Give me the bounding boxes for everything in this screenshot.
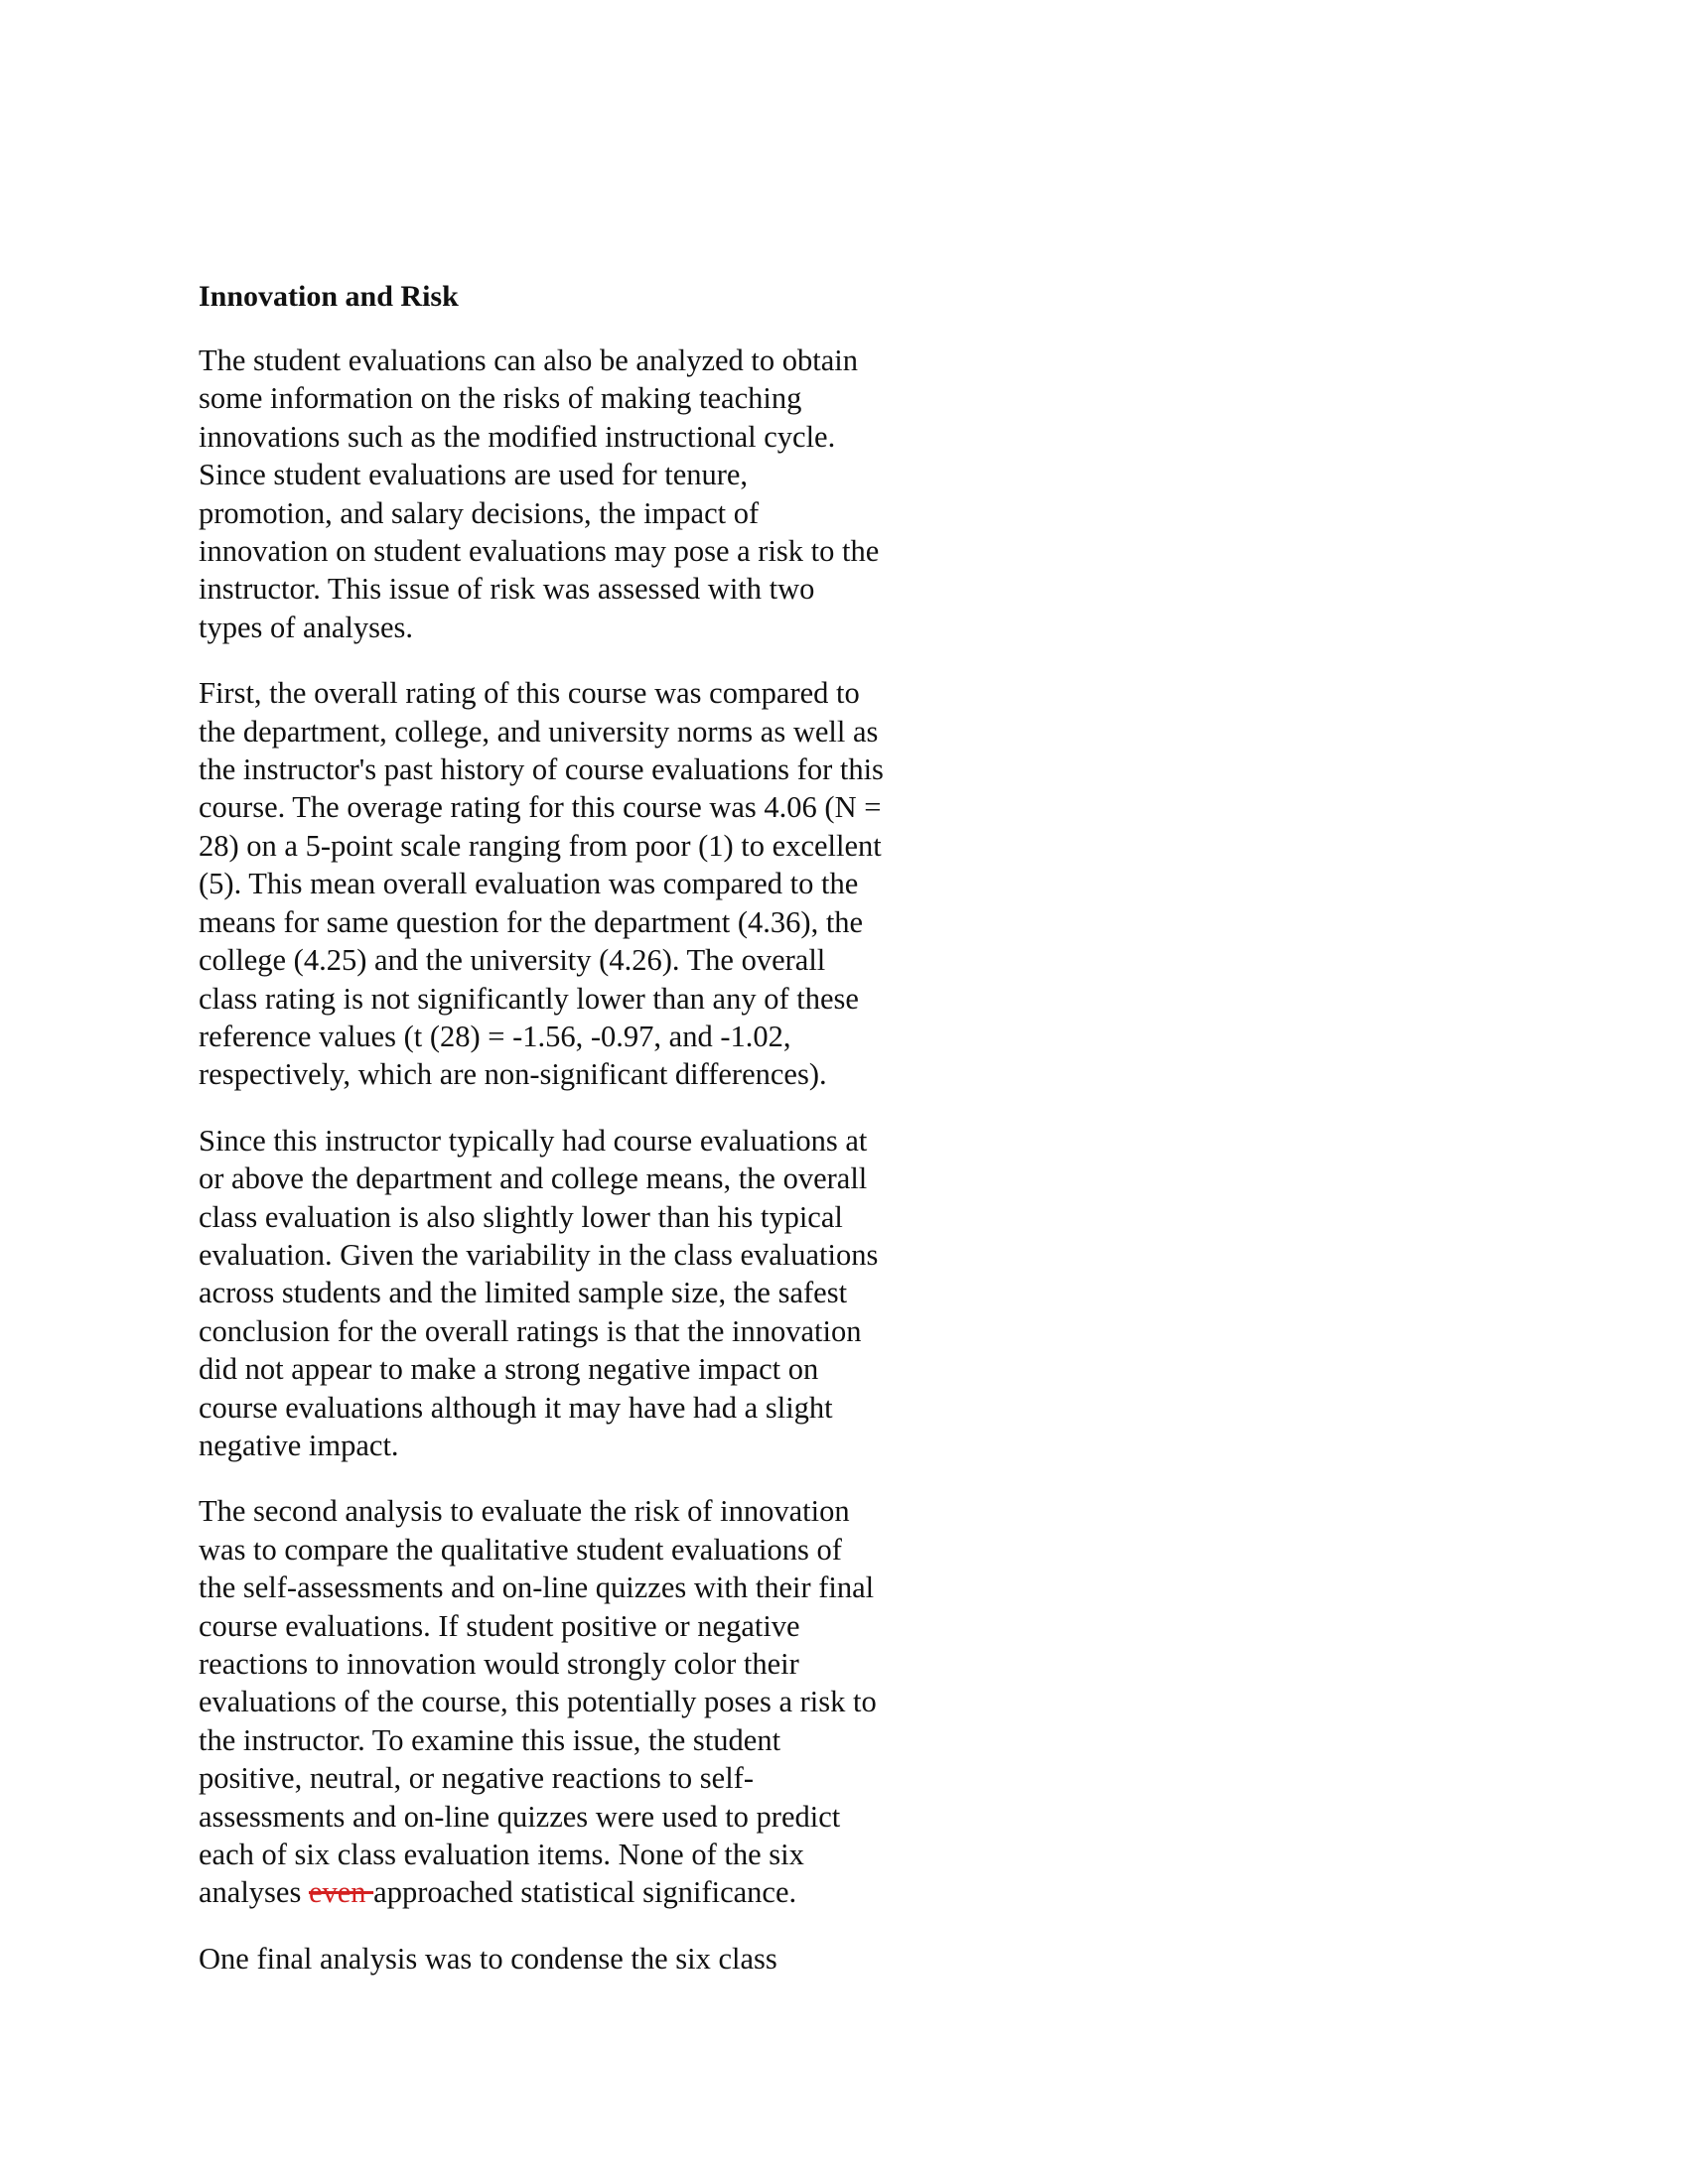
text-line: innovations such as the modified instructional cycle. <box>199 419 836 454</box>
text-line: The student evaluations can also be analyzed to obtain <box>199 343 859 377</box>
text-line: was to compare the qualitative student evaluations of <box>199 1532 842 1567</box>
section-heading: Innovation and Risk <box>199 280 459 313</box>
text-line: respectively, which are non-significant differences). <box>199 1057 827 1092</box>
text-line: across students and the limited sample size, the safest <box>199 1276 848 1310</box>
text-line: The second analysis to evaluate the risk of innovation <box>199 1494 850 1529</box>
text-line: (5). This mean overall evaluation was compared to the <box>199 867 859 901</box>
text-line: evaluations of the course, this potentially poses a risk to <box>199 1685 877 1719</box>
text-line: each of six class evaluation items. None of the six <box>199 1838 804 1872</box>
text-line: course evaluations although it may have had a slight <box>199 1390 833 1425</box>
paragraph-4 <box>199 1492 953 1911</box>
text-line: class rating is not significantly lower than any of these <box>199 981 859 1016</box>
text-line: course evaluations. If student positive or negative <box>199 1608 800 1643</box>
text-line: positive, neutral, or negative reactions to self- <box>199 1761 754 1796</box>
text-line: conclusion for the overall ratings is that the innovation <box>199 1313 862 1348</box>
deleted-text-revision: even <box>308 1875 374 1910</box>
text-line: Since student evaluations are used for tenure, <box>199 458 749 492</box>
text-line: college (4.25) and the university (4.26). The overall <box>199 943 826 978</box>
text-fragment: analyses <box>199 1875 309 1910</box>
text-line: First, the overall rating of this course was compared to <box>199 676 860 711</box>
text-line: class evaluation is also slightly lower than his typical <box>199 1199 843 1234</box>
text-line: course. The overage rating for this course was 4.06 (N = <box>199 790 882 825</box>
text-line-with-revision <box>199 1873 953 1911</box>
text-line: promotion, and salary decisions, the impact of <box>199 495 760 530</box>
text-line: did not appear to make a strong negative impact on <box>199 1352 819 1387</box>
text-line: some information on the risks of making teaching <box>199 381 802 416</box>
text-line: evaluation. Given the variability in the class evaluations <box>199 1237 879 1272</box>
text-line: or above the department and college means, the overall <box>199 1161 868 1196</box>
text-line: reference values (t (28) = -1.56, -0.97, and -1.02, <box>199 1019 791 1053</box>
text-line: the instructor. To examine this issue, the student <box>199 1722 781 1757</box>
text-line: reactions to innovation would strongly color their <box>199 1647 799 1681</box>
text-line: One final analysis was to condense the six class <box>199 1941 777 1976</box>
paragraph-1 <box>199 341 953 646</box>
paragraph-5 <box>199 1940 953 1978</box>
text-line: types of analyses. <box>199 610 413 644</box>
paragraph-3 <box>199 1122 953 1465</box>
text-line: the instructor's past history of course evaluations for this <box>199 752 884 787</box>
text-line: negative impact. <box>199 1428 399 1462</box>
text-line: instructor. This issue of risk was assessed with two <box>199 572 815 607</box>
paragraph-2 <box>199 674 953 1093</box>
text-line: 28) on a 5-point scale ranging from poor (1) to excellent <box>199 828 882 863</box>
text-fragment: approached statistical significance. <box>373 1875 797 1910</box>
text-line: innovation on student evaluations may pose a risk to the <box>199 534 880 569</box>
text-line: Since this instructor typically had course evaluations at <box>199 1123 868 1158</box>
text-column <box>199 278 953 2005</box>
text-line: the department, college, and university norms as well as <box>199 714 879 749</box>
text-line: means for same question for the department (4.36), the <box>199 904 864 939</box>
text-line: the self-assessments and on-line quizzes with their final <box>199 1570 875 1605</box>
text-line: assessments and on-line quizzes were used to predict <box>199 1799 841 1834</box>
